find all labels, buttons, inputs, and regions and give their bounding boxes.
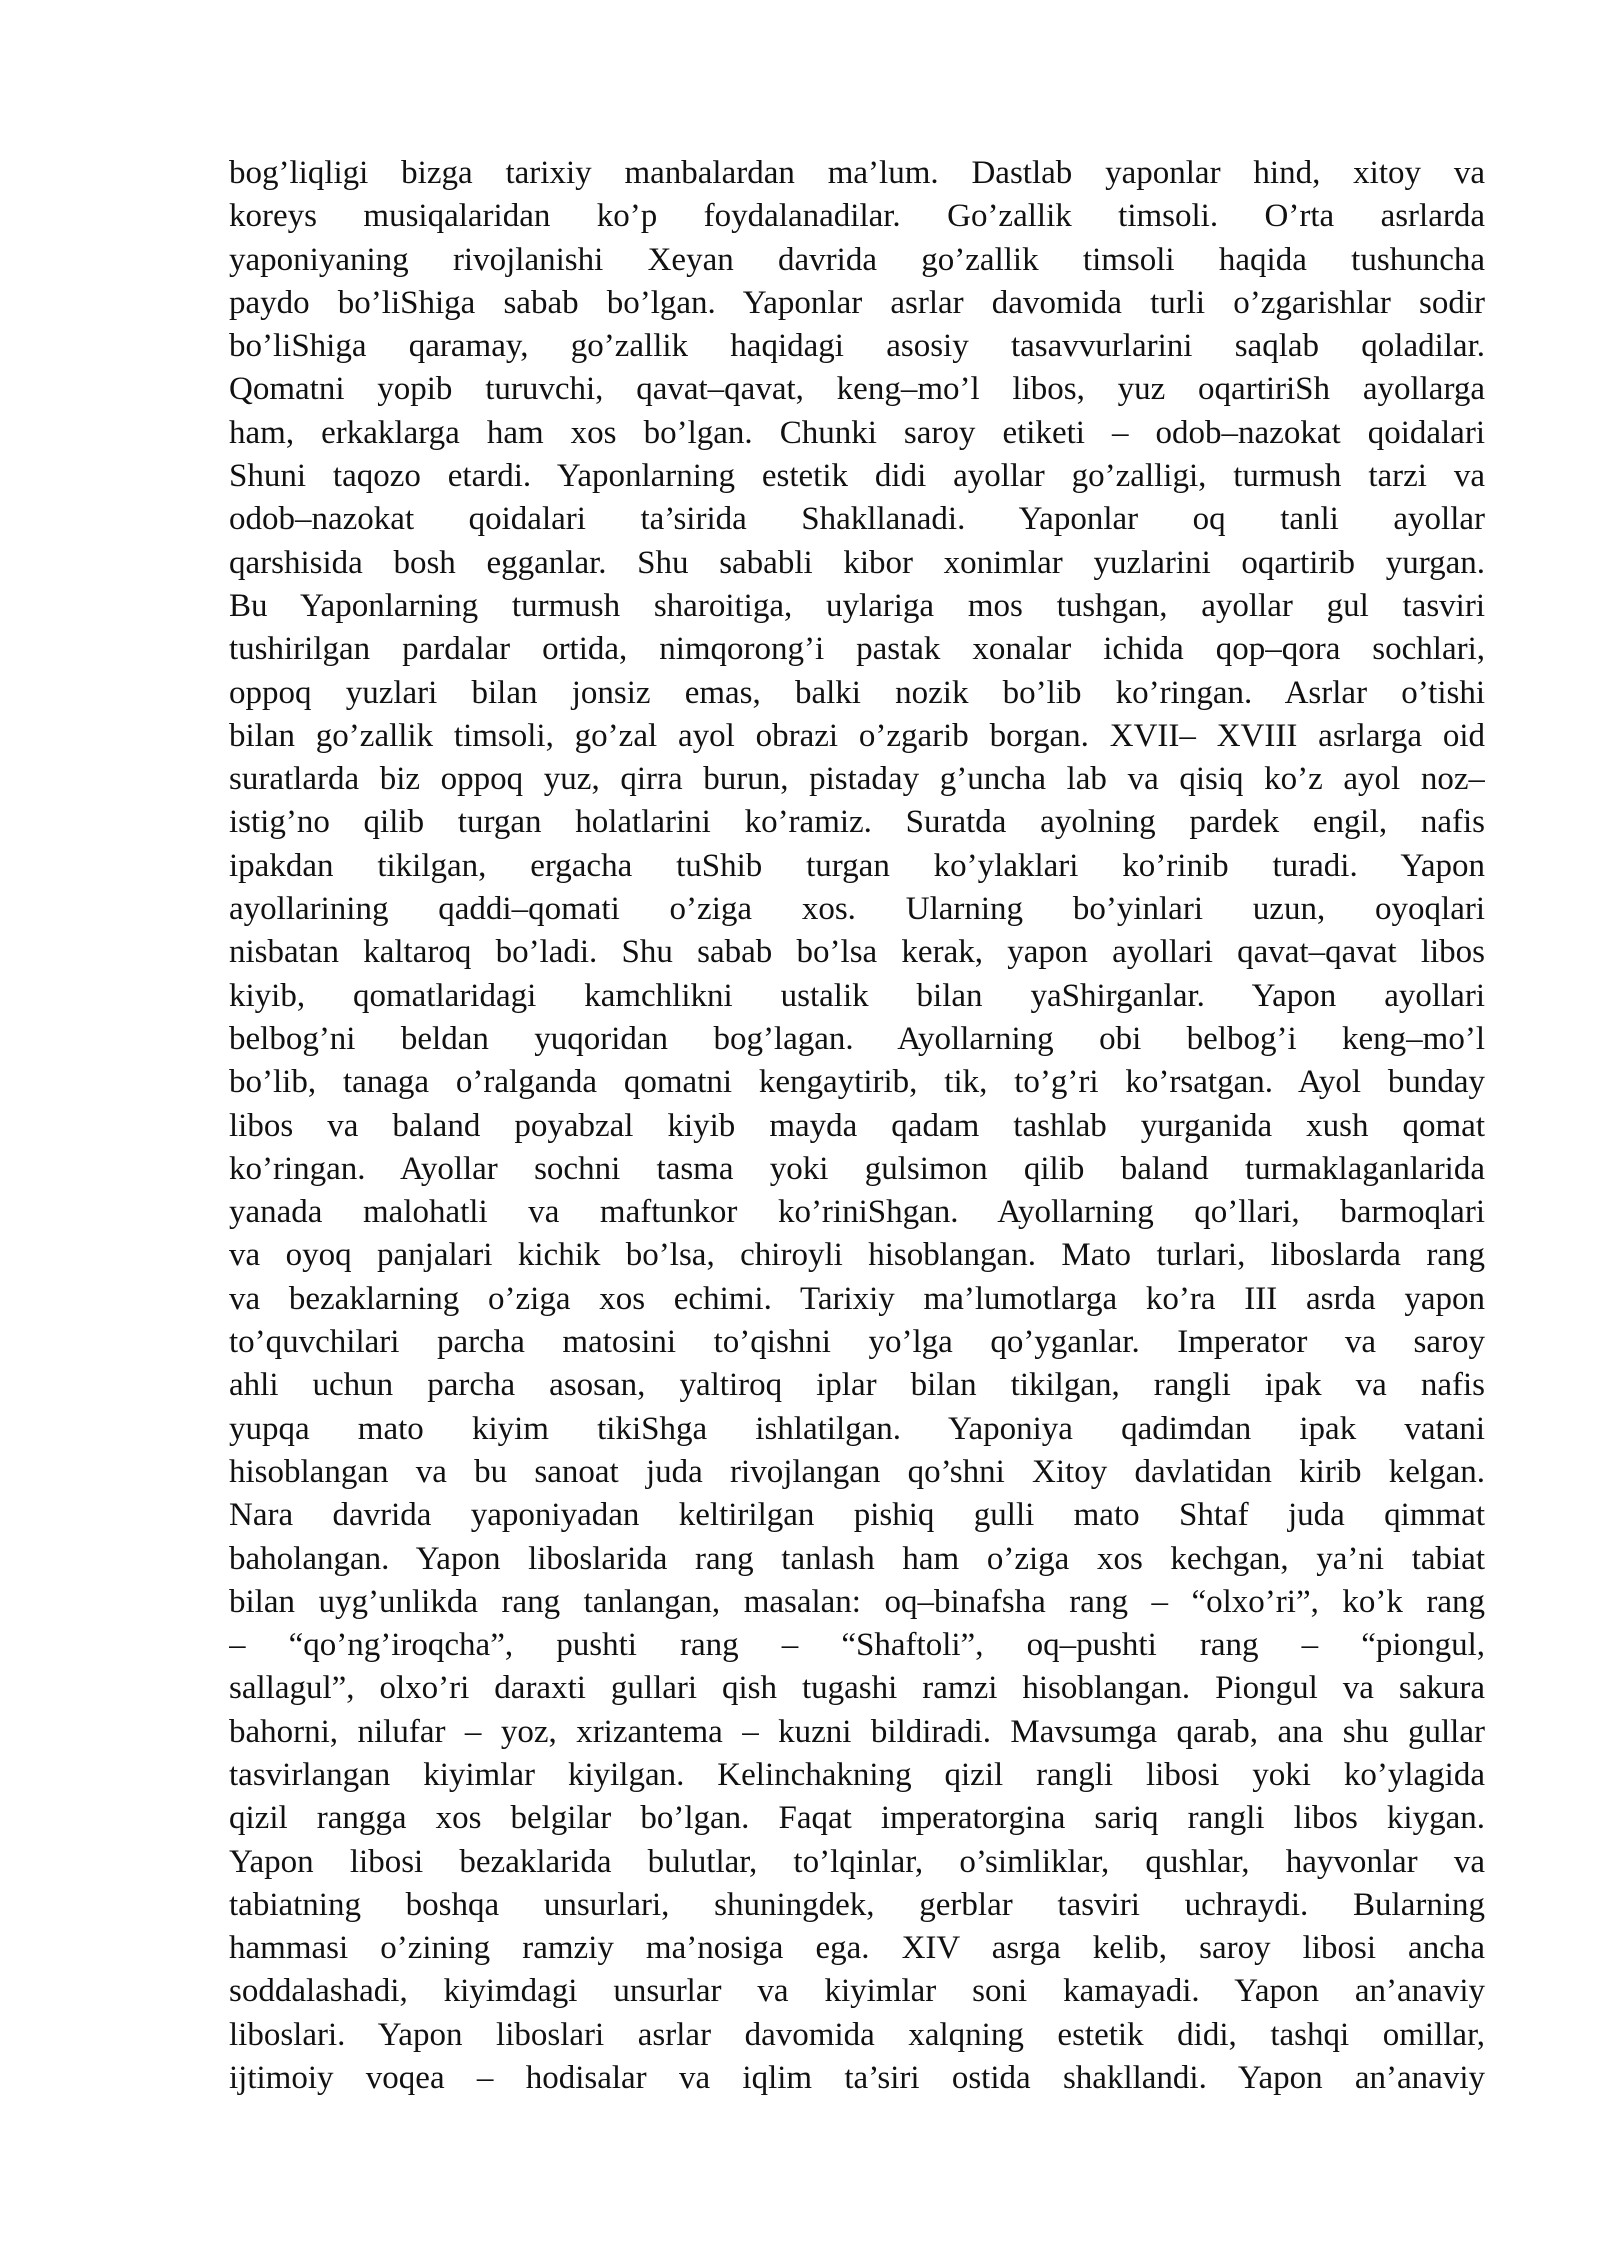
text-line: bahorni, nilufar – yoz, xrizantema – kuzni bildiradi. Mavsumga qarab, ana shu gullar: [229, 1713, 1485, 1750]
text-line: odob–nazokat qoidalari ta’sirida Shakllanadi. Yaponlar oq tanli ayollar: [229, 501, 1485, 538]
text-line: liboslari. Yapon liboslari asrlar davomida xalqning estetik didi, tashqi omillar,: [229, 2016, 1485, 2053]
text-line: bog’liqligi bizga tarixiy manbalardan ma’lum. Dastlab yaponlar hind, xitoy va: [229, 155, 1485, 191]
text-line: yaponiyaning rivojlanishi Xeyan davrida go’zallik timsoli haqida tushuncha: [229, 241, 1485, 278]
text-line: istig’no qilib turgan holatlarini ko’ramiz. Suratda ayolning pardek engil, nafis: [229, 804, 1485, 841]
text-line: yanada malohatli va maftunkor ko’riniShgan. Ayollarning qo’llari, barmoqlari: [229, 1194, 1485, 1231]
text-line: hammasi o’zining ramziy ma’nosiga ega. XIV asrga kelib, saroy libosi ancha: [229, 1930, 1485, 1967]
text-line: nisbatan kaltaroq bo’ladi. Shu sabab bo’lsa kerak, yapon ayollari qavat–qavat libos: [229, 934, 1485, 971]
text-line: ahli uchun parcha asosan, yaltiroq iplar bilan tikilgan, rangli ipak va nafis: [229, 1367, 1485, 1404]
text-line: libos va baland poyabzal kiyib mayda qadam tashlab yurganida xush qomat: [229, 1107, 1485, 1144]
text-line: va oyoq panjalari kichik bo’lsa, chiroyli hisoblangan. Mato turlari, liboslarda rang: [229, 1237, 1485, 1274]
text-line: tasvirlangan kiyimlar kiyilgan. Kelinchakning qizil rangli libosi yoki ko’ylagida: [229, 1756, 1485, 1793]
text-line: ham, erkaklarga ham xos bo’lgan. Chunki saroy etiketi – odob–nazokat qoidalari: [229, 414, 1485, 451]
text-line: qizil rangga xos belgilar bo’lgan. Faqat imperatorgina sariq rangli libos kiygan.: [229, 1800, 1485, 1837]
text-line: Shuni taqozo etardi. Yaponlarning estetik didi ayollar go’zalligi, turmush tarzi va: [229, 458, 1485, 495]
text-line: suratlarda biz oppoq yuz, qirra burun, pistaday g’uncha lab va qisiq ko’z ayol noz–: [229, 761, 1485, 798]
text-line: kiyib, qomatlaridagi kamchlikni ustalik bilan yaShirganlar. Yapon ayollari: [229, 977, 1485, 1014]
text-line: Bu Yaponlarning turmush sharoitiga, uylariga mos tushgan, ayollar gul tasviri: [229, 587, 1485, 624]
text-line: hisoblangan va bu sanoat juda rivojlangan qo’shni Xitoy davlatidan kirib kelgan.: [229, 1453, 1485, 1490]
text-line: tabiatning boshqa unsurlari, shuningdek, gerblar tasviri uchraydi. Bularning: [229, 1886, 1485, 1923]
text-line: – “qo’ng’iroqcha”, pushti rang – “Shaftoli”, oq–pushti rang – “piongul,: [229, 1627, 1485, 1664]
text-line: sallagul”, olxo’ri daraxti gullari qish tugashi ramzi hisoblangan. Piongul va sakura: [229, 1670, 1485, 1707]
text-line: koreys musiqalaridan ko’p foydalanadilar. Go’zallik timsoli. O’rta asrlarda: [229, 198, 1485, 235]
text-line: Qomatni yopib turuvchi, qavat–qavat, keng–mo’l libos, yuz oqartiriSh ayollarga: [229, 371, 1485, 408]
text-line: va bezaklarning o’ziga xos echimi. Tarixiy ma’lumotlarga ko’ra III asrda yapon: [229, 1280, 1485, 1317]
text-line: paydo bo’liShiga sabab bo’lgan. Yaponlar asrlar davomida turli o’zgarishlar sodir: [229, 284, 1485, 321]
text-line: baholangan. Yapon liboslarida rang tanlash ham o’ziga xos kechgan, ya’ni tabiat: [229, 1540, 1485, 1577]
text-line: bilan go’zallik timsoli, go’zal ayol obrazi o’zgarib borgan. XVII– XVIII asrlarga oid: [229, 717, 1485, 754]
text-line: bo’lib, tanaga o’ralganda qomatni kengaytirib, tik, to’g’ri ko’rsatgan. Ayol bunday: [229, 1064, 1485, 1101]
text-line: oppoq yuzlari bilan jonsiz emas, balki nozik bo’lib ko’ringan. Asrlar o’tishi: [229, 674, 1485, 711]
text-line: to’quvchilari parcha matosini to’qishni yo’lga qo’yganlar. Imperator va saroy: [229, 1324, 1485, 1361]
text-line: Nara davrida yaponiyadan keltirilgan pishiq gulli mato Shtaf juda qimmat: [229, 1497, 1485, 1534]
text-line: ayollarining qaddi–qomati o’ziga xos. Ularning bo’yinlari uzun, oyoqlari: [229, 891, 1485, 928]
text-line: Yapon libosi bezaklarida bulutlar, to’lqinlar, o’simliklar, qushlar, hayvonlar va: [229, 1843, 1485, 1880]
text-line: ipakdan tikilgan, ergacha tuShib turgan ko’ylaklari ko’rinib turadi. Yapon: [229, 847, 1485, 884]
text-line: soddalashadi, kiyimdagi unsurlar va kiyimlar soni kamayadi. Yapon an’anaviy: [229, 1973, 1485, 2010]
text-line: ijtimoiy voqea – hodisalar va iqlim ta’siri ostida shakllandi. Yapon an’anaviy: [229, 2060, 1485, 2097]
text-line: ko’ringan. Ayollar sochni tasma yoki gulsimon qilib baland turmaklaganlarida: [229, 1150, 1485, 1187]
text-line: bilan uyg’unlikda rang tanlangan, masalan: oq–binafsha rang – “olxo’ri”, ko’k rang: [229, 1583, 1485, 1620]
text-line: yupqa mato kiyim tikiShga ishlatilgan. Yaponiya qadimdan ipak vatani: [229, 1410, 1485, 1447]
text-line: bo’liShiga qaramay, go’zallik haqidagi asosiy tasavvurlarini saqlab qoladilar.: [229, 328, 1485, 365]
text-line: tushirilgan pardalar ortida, nimqorong’i pastak xonalar ichida qop–qora sochlari,: [229, 631, 1485, 668]
body-text: [229, 152, 1485, 2100]
text-line: qarshisida bosh egganlar. Shu sababli kibor xonimlar yuzlarini oqartirib yurgan.: [229, 544, 1485, 581]
text-line: belbog’ni beldan yuqoridan bog’lagan. Ayollarning obi belbog’i keng–mo’l: [229, 1020, 1485, 1057]
